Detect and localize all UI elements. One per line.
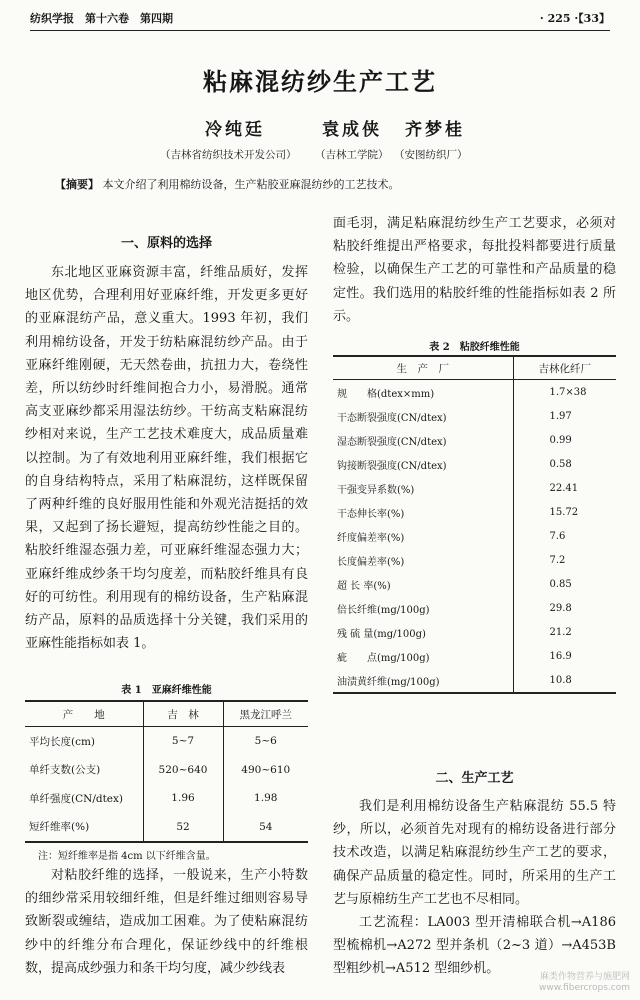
table-cell: 单纤强度(CN/dtex) (29, 792, 124, 805)
table-cell: 16.9 (513, 644, 616, 668)
table-header: 产 地 (25, 701, 143, 727)
table-row (333, 500, 616, 524)
table-cell: 钩接断裂强度(CN/dtex) (337, 460, 447, 472)
section-2-heading: 二、生产工艺 (435, 771, 514, 786)
table-cell: 490~610 (223, 756, 308, 785)
table-row (333, 548, 616, 572)
table-header: 吉 林 (143, 701, 223, 727)
table-cell: 超 长 率(%) (337, 580, 391, 592)
table-1-note: 注：短纤维率是指 4cm 以下纤维含量。 (38, 851, 216, 862)
section-2-body (333, 795, 616, 990)
watermark (539, 972, 630, 994)
table-cell: 52 (143, 813, 223, 843)
table-row (25, 784, 308, 813)
table-cell: 干态断裂强度(CN/dtex) (337, 412, 447, 424)
table-cell: 5~7 (143, 727, 223, 756)
table-row (333, 644, 616, 668)
table-cell: 短纤维率(%) (29, 821, 90, 834)
table-cell: 长度偏差率(%) (337, 556, 405, 568)
running-header (30, 10, 610, 28)
table-cell: 54 (223, 813, 308, 843)
table-2-caption: 表 2 粘胶纤维性能 (429, 342, 520, 353)
table-row (333, 620, 616, 644)
table-header: 生 产 厂 (333, 356, 513, 380)
abstract-text: 本文介绍了利用棉纺设备，生产粘胶亚麻混纺纱的工艺技术。 (102, 178, 400, 191)
table-cell: 干强变异系数(%) (337, 484, 415, 496)
section-1-body (25, 261, 308, 676)
table-row (333, 524, 616, 548)
header-rule (30, 30, 610, 31)
table-cell: 15.72 (513, 500, 616, 524)
table-cell: 湿态断裂强度(CN/dtex) (337, 436, 447, 448)
table-cell: 1.7×38 (513, 380, 616, 405)
paragraph: 面毛羽，满足粘麻混纺纱生产工艺要求，必须对粘胶纤维提出严格要求，每批投料都要进行质量检验，以确保生产工艺的可靠性和产品质量的稳定性。我们选用的粘胶纤维的性能指标如表 2 所示。 (333, 216, 616, 324)
affiliation-1: （吉林省纺织技术开发公司） (160, 149, 297, 161)
table-header: 吉林化纤厂 (513, 356, 616, 380)
paragraph: 东北地区亚麻资源丰富，纤维品质好，发挥地区优势，合理利用好亚麻纤维，开发更多更好的亚麻混纺产品，意义重大。1993 年初，我们利用棉纺设备，开发于纺粘麻混纺纱产品。由于亚麻纤维刚硬，无天然卷曲，抗扭力大，卷绕性差，所以纺纱时纤维间抱合力小，易滑脱。通常高支亚麻纱都采用湿法纺纱。干纺高支粘麻混纺纱相对来说，生产工艺技术难度大，成品质量难以控制。为了有效地利用亚麻纤维，我们根据它的自身结构特点，采用了粘麻混纺，这样既保留了两种纤维的良好服用性能和外观光洁挺括的效果，又起到了扬长避短，提高纺纱性能之目的。粘胶纤维湿态强力差，可亚麻纤维湿态强力大；亚麻纤维成纱条干均匀度差，而粘胶纤维具有良好的可纺性。利用现有的棉纺设备，生产粘麻混纺产品，原料的品质选择十分关键，我们采用的亚麻性能指标如表 1。 (25, 265, 308, 652)
table-header: 黑龙江呼兰 (223, 701, 308, 727)
table-cell: 倍长纤维(mg/100g) (337, 604, 430, 616)
affiliation-3: （安图纺织厂） (394, 149, 468, 161)
page-number: · 225 ·【33】 (539, 12, 610, 25)
table-cell: 平均长度(cm) (29, 735, 96, 748)
table-cell: 疵 点(mg/100g) (337, 652, 430, 664)
journal-info: 纺织学报 第十六卷 第四期 (30, 12, 173, 25)
table-cell: 单纤支数(公支) (29, 764, 101, 777)
table-row (333, 452, 616, 476)
table-cell: 0.58 (513, 452, 616, 476)
table-cell: 纤度偏差率(%) (337, 532, 405, 544)
table-cell: 油渍黄纤维(mg/100g) (337, 676, 440, 688)
table-row (25, 727, 308, 756)
article-title: 粘麻混纺纱生产工艺 (203, 67, 437, 96)
table-2 (333, 355, 616, 694)
paragraph: 对粘胶纤维的选择，一般说来，生产小特数的细纱常采用较细纤维，但是纤维过细则容易导致断裂或缠结，造成加工困难。为了使粘麻混纺纱中的纤维分布合理化，保证纱线中的纤维根数，提高成纱强力和条干均匀度，减少纱线表 (25, 868, 308, 976)
paragraph: 我们是利用棉纺设备生产粘麻混纺 55.5 特纱，所以，必须首先对现有的棉纺设备进行部分技术改造，以满足粘麻混纺纱生产工艺的要求，确保产品质量的稳定性。同时，所采用的生产工艺与原棉纺生产工艺也不尽相同。 (333, 799, 616, 907)
table-cell: 7.6 (513, 524, 616, 548)
table-row (333, 596, 616, 620)
table-1 (25, 700, 308, 843)
table-cell: 残 硫 量(mg/100g) (337, 628, 426, 640)
table-cell: 5~6 (223, 727, 308, 756)
abstract-label: 【摘要】 (55, 178, 99, 191)
author-3: 齐梦桂 (405, 120, 465, 140)
table-cell: 规 格(dtex×mm) (337, 388, 435, 400)
table-row (333, 428, 616, 452)
table-cell: 520~640 (143, 756, 223, 785)
table-cell: 0.85 (513, 572, 616, 596)
author-2: 袁成侠 (322, 120, 382, 140)
table-cell: 1.97 (513, 404, 616, 428)
table-cell: 7.2 (513, 548, 616, 572)
paragraph: 工艺流程：LA003 型开清棉联合机→A186 型梳棉机→A272 型并条机（2~3 道）→A453B 型粗纱机→A512 型细纱机。 (333, 915, 616, 977)
author-1: 冷纯廷 (205, 120, 265, 140)
section-1-body-right (333, 212, 616, 330)
table-cell: 22.41 (513, 476, 616, 500)
table-cell: 1.96 (143, 784, 223, 813)
affiliation-2: （吉林工学院） (315, 149, 389, 161)
section-1-body-cont (25, 864, 308, 986)
section-1-heading: 一、原料的选择 (120, 236, 212, 251)
table-row (25, 813, 308, 843)
table-cell: 1.98 (223, 784, 308, 813)
table-row (333, 668, 616, 693)
table-row (333, 380, 616, 405)
table-row (25, 756, 308, 785)
table-cell: 21.2 (513, 620, 616, 644)
table-row (333, 476, 616, 500)
table-row (333, 404, 616, 428)
table-cell: 干态伸长率(%) (337, 508, 405, 520)
watermark-line: www.fibercrops.com (539, 983, 630, 993)
abstract (55, 176, 400, 192)
table-cell: 10.8 (513, 668, 616, 693)
table-cell: 0.99 (513, 428, 616, 452)
table-cell: 29.8 (513, 596, 616, 620)
watermark-line: 麻类作物营养与施肥网 (539, 972, 630, 982)
table-row (333, 572, 616, 596)
table-1-caption: 表 1 亚麻纤维性能 (121, 685, 212, 696)
